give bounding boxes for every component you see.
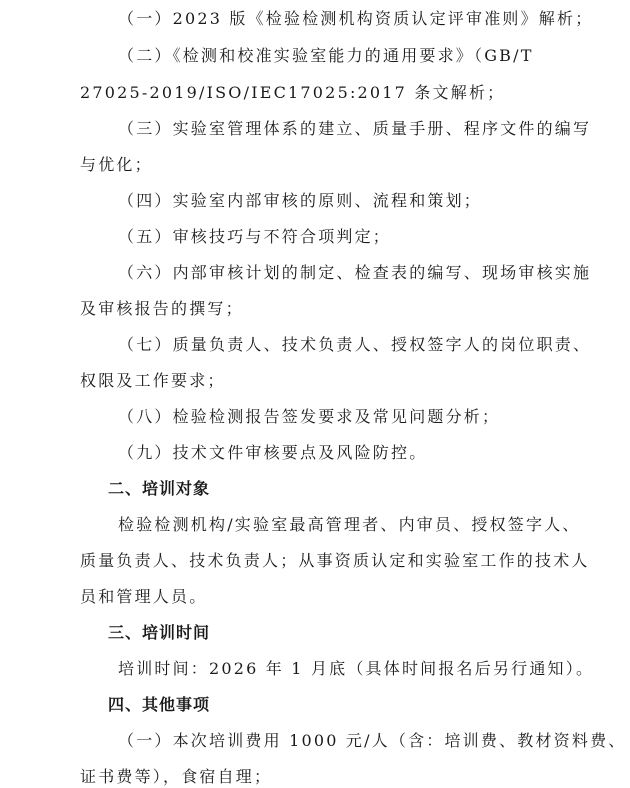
content-item-2-line-2: 27025-2019/ISO/IEC17025:2017 条文解析；	[80, 83, 506, 102]
training-time-text: 培训时间：2026 年 1 月底（具体时间报名后另行通知）。	[118, 659, 595, 678]
section-heading-training-time: 三、培训时间	[108, 623, 211, 642]
other-matters-line-1: （一）本次培训费用 1000 元/人（含：培训费、教材资料费、	[118, 731, 627, 750]
content-item-6-line-1: （六）内部审核计划的制定、检查表的编写、现场审核实施	[118, 263, 592, 282]
content-item-8: （八）检验检测报告签发要求及常见问题分析；	[118, 407, 501, 426]
other-matters-line-2: 证书费等），食宿自理；	[80, 767, 273, 786]
content-item-5: （五）审核技巧与不符合项判定；	[118, 227, 392, 246]
content-item-9: （九）技术文件审核要点及风险防控。	[118, 443, 428, 462]
content-item-3-line-2: 与优化；	[80, 155, 153, 174]
audience-line-1: 检验检测机构/实验室最高管理者、内审员、授权签字人、	[118, 515, 581, 534]
section-heading-training-audience: 二、培训对象	[108, 479, 211, 498]
audience-line-3: 员和管理人员。	[80, 587, 208, 606]
content-item-6-line-2: 及审核报告的撰写；	[80, 299, 244, 318]
section-heading-other-matters: 四、其他事项	[108, 695, 211, 714]
content-item-3-line-1: （三）实验室管理体系的建立、质量手册、程序文件的编写	[118, 119, 592, 138]
content-item-1: （一）2023 版《检验检测机构资质认定评审准则》解析；	[118, 9, 594, 28]
content-item-7-line-1: （七）质量负责人、技术负责人、授权签字人的岗位职责、	[118, 335, 592, 354]
content-item-4: （四）实验室内部审核的原则、流程和策划；	[118, 191, 483, 210]
audience-line-2: 质量负责人、技术负责人；从事资质认定和实验室工作的技术人	[80, 551, 590, 570]
content-item-7-line-2: 权限及工作要求；	[80, 371, 226, 390]
content-item-2-line-1: （二）《检测和校准实验室能力的通用要求》（GB/T	[118, 46, 534, 65]
